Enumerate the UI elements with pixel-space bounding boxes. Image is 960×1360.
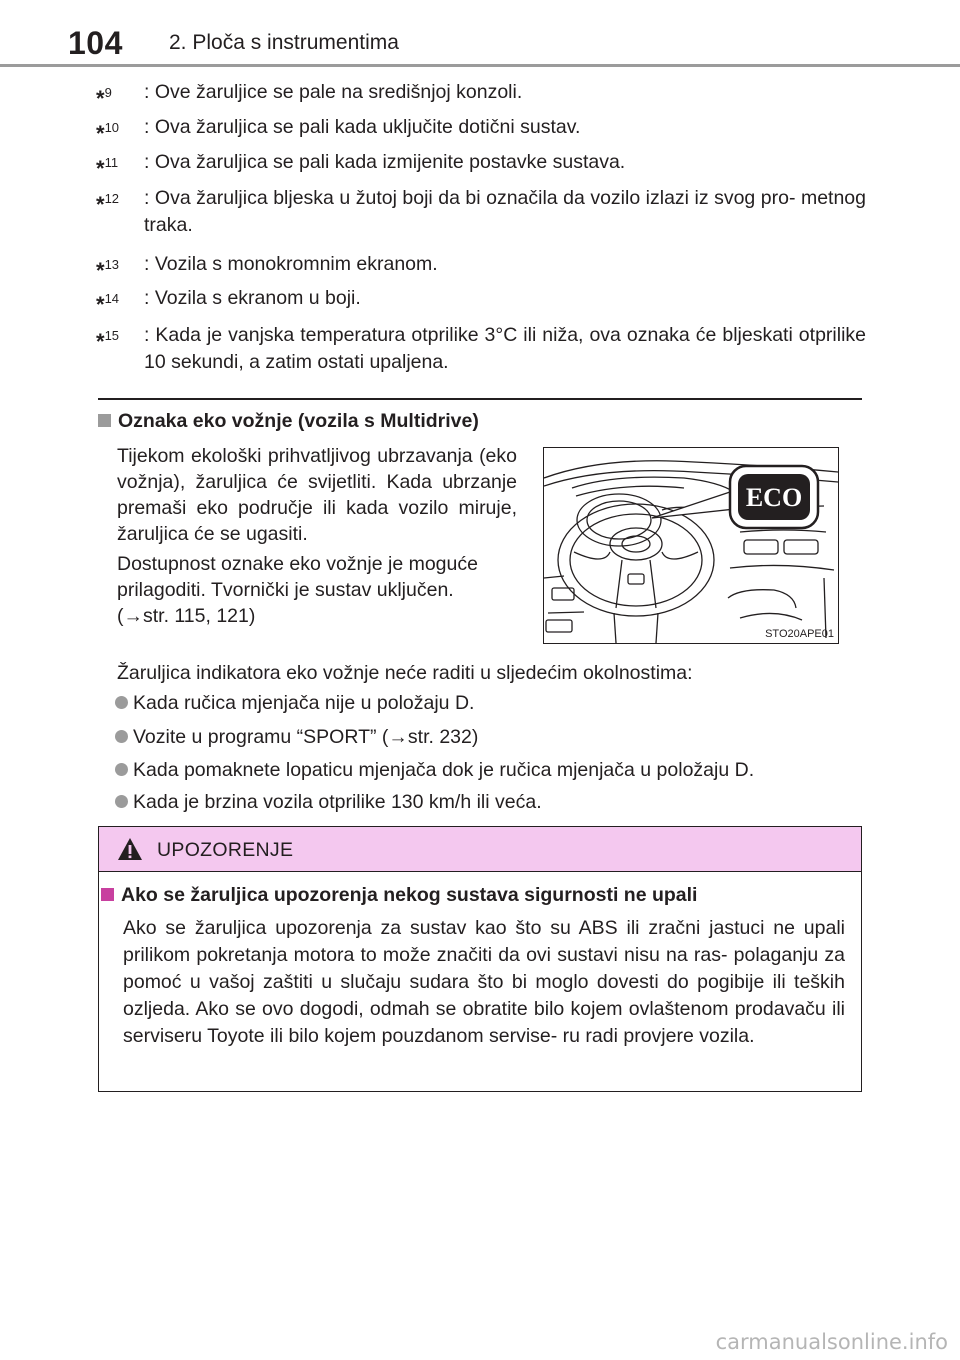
dashboard-illustration (544, 448, 838, 643)
warning-title: UPOZORENJE (157, 839, 294, 861)
page-number: 104 (68, 25, 123, 61)
warning-triangle-icon (117, 837, 143, 861)
warning-body: Ako se žaruljica upozorenja za sustav kao što su ABS ili zračni jastuci ne upali prilikom pokretanja motora to može značiti da ovi sustavi nisu na ras- polaganju za pomoć u vašoj zaštiti u slučaju sudara što bi moglo dovesti do pogibije ili teških ozljeda. Ako se ovo dogodi, odmah se obratite bilo kojem ovlaštenom prodavaču ili serviseru Toyote ili bilo kojem pouzdanom servise- ru radi provjere vozila. (123, 917, 845, 1047)
section-heading: Oznaka eko vožnje (vozila s Multidrive) (98, 410, 479, 433)
condition-item: Vozite u programu “SPORT” (→str. 232) (115, 724, 478, 750)
footnote-13 (96, 251, 866, 283)
square-bullet-icon (98, 414, 111, 427)
section-divider (98, 398, 862, 400)
condition-item: Kada ručica mjenjača nije u položaju D. (115, 690, 474, 716)
footnote-text: : Kada je vanjska temperatura otprilike 3°C ili niža, ova oznaka će bljeskati otprilike 10 sekundi, a zatim ostati upaljena. (144, 324, 866, 373)
eco-badge-label: ECO (745, 483, 803, 512)
eco-description: Tijekom ekološki prihvatljivog ubrzavanja (eko vožnja), žaruljica će svijetliti. Kada ubrzanje premaši eko područje ili kada vozilo miruje, žaruljica će se ugasiti. (117, 445, 517, 545)
chapter-title: 2. Ploča s instrumentima (169, 31, 399, 54)
bullet-dot-icon (115, 730, 128, 743)
eco-customize-reference[interactable]: (→str. 115, 121) (117, 605, 256, 627)
condition-item: Kada pomaknete lopaticu mjenjača dok je ručica mjenjača u položaju D. (115, 757, 754, 783)
footnote-15 (96, 322, 866, 376)
eco-customize-line-2: prilagoditi. Tvornički je sustav uključen. (117, 579, 454, 601)
footnote-12 (96, 185, 866, 239)
warning-header (99, 827, 861, 872)
square-bullet-icon (101, 888, 114, 901)
footnote-marker: *$^{10}$ (96, 120, 120, 146)
page-header (0, 0, 960, 66)
footnote-10 (96, 114, 866, 146)
bullet-dot-icon (115, 763, 128, 776)
warning-box (98, 826, 862, 1092)
condition-item: Kada je brzina vozila otprilike 130 km/h ili veća. (115, 789, 542, 815)
bullet-dot-icon (115, 696, 128, 709)
bullet-dot-icon (115, 795, 128, 808)
footnote-text: : Ova žaruljica se pali kada uključite dotični sustav. (144, 116, 581, 138)
footnote-marker: *$^{13}$ (96, 257, 120, 283)
footnote-marker: *$^{11}$ (96, 155, 119, 181)
footnote-11 (96, 149, 866, 181)
conditions-intro: Žaruljica indikatora eko vožnje neće raditi u sljedećim okolnostima: (117, 662, 693, 684)
footnote-text: : Ova žaruljica se pali kada izmijenite postavke sustava. (144, 151, 626, 173)
footnote-9 (96, 79, 866, 111)
footnote-text: : Ove žaruljice se pale na središnjoj konzoli. (144, 81, 523, 103)
footnote-marker: *$^{14}$ (96, 291, 120, 317)
footnote-marker: *$^{15}$ (96, 328, 120, 354)
eco-customize-line-1: Dostupnost oznake eko vožnje je moguće (117, 553, 478, 575)
footnote-marker: *$^{12}$ (96, 191, 120, 217)
footnote-text: : Vozila s ekranom u boji. (144, 287, 361, 309)
footnote-text: : Ova žaruljica bljeska u žutoj boji da bi označila da vozilo izlazi iz svog pro- metnog traka. (144, 187, 866, 236)
footnote-14 (96, 285, 866, 317)
figure-code: STO20APE01 (765, 628, 834, 640)
footnote-marker: *$^9$ (96, 85, 112, 111)
eco-indicator-figure (543, 447, 839, 644)
warning-subheading: Ako se žaruljica upozorenja nekog sustava sigurnosti ne upali (101, 884, 697, 907)
header-rule (0, 64, 960, 67)
watermark: carmanualsonline.info (715, 1330, 948, 1354)
footnote-text: : Vozila s monokromnim ekranom. (144, 253, 438, 275)
